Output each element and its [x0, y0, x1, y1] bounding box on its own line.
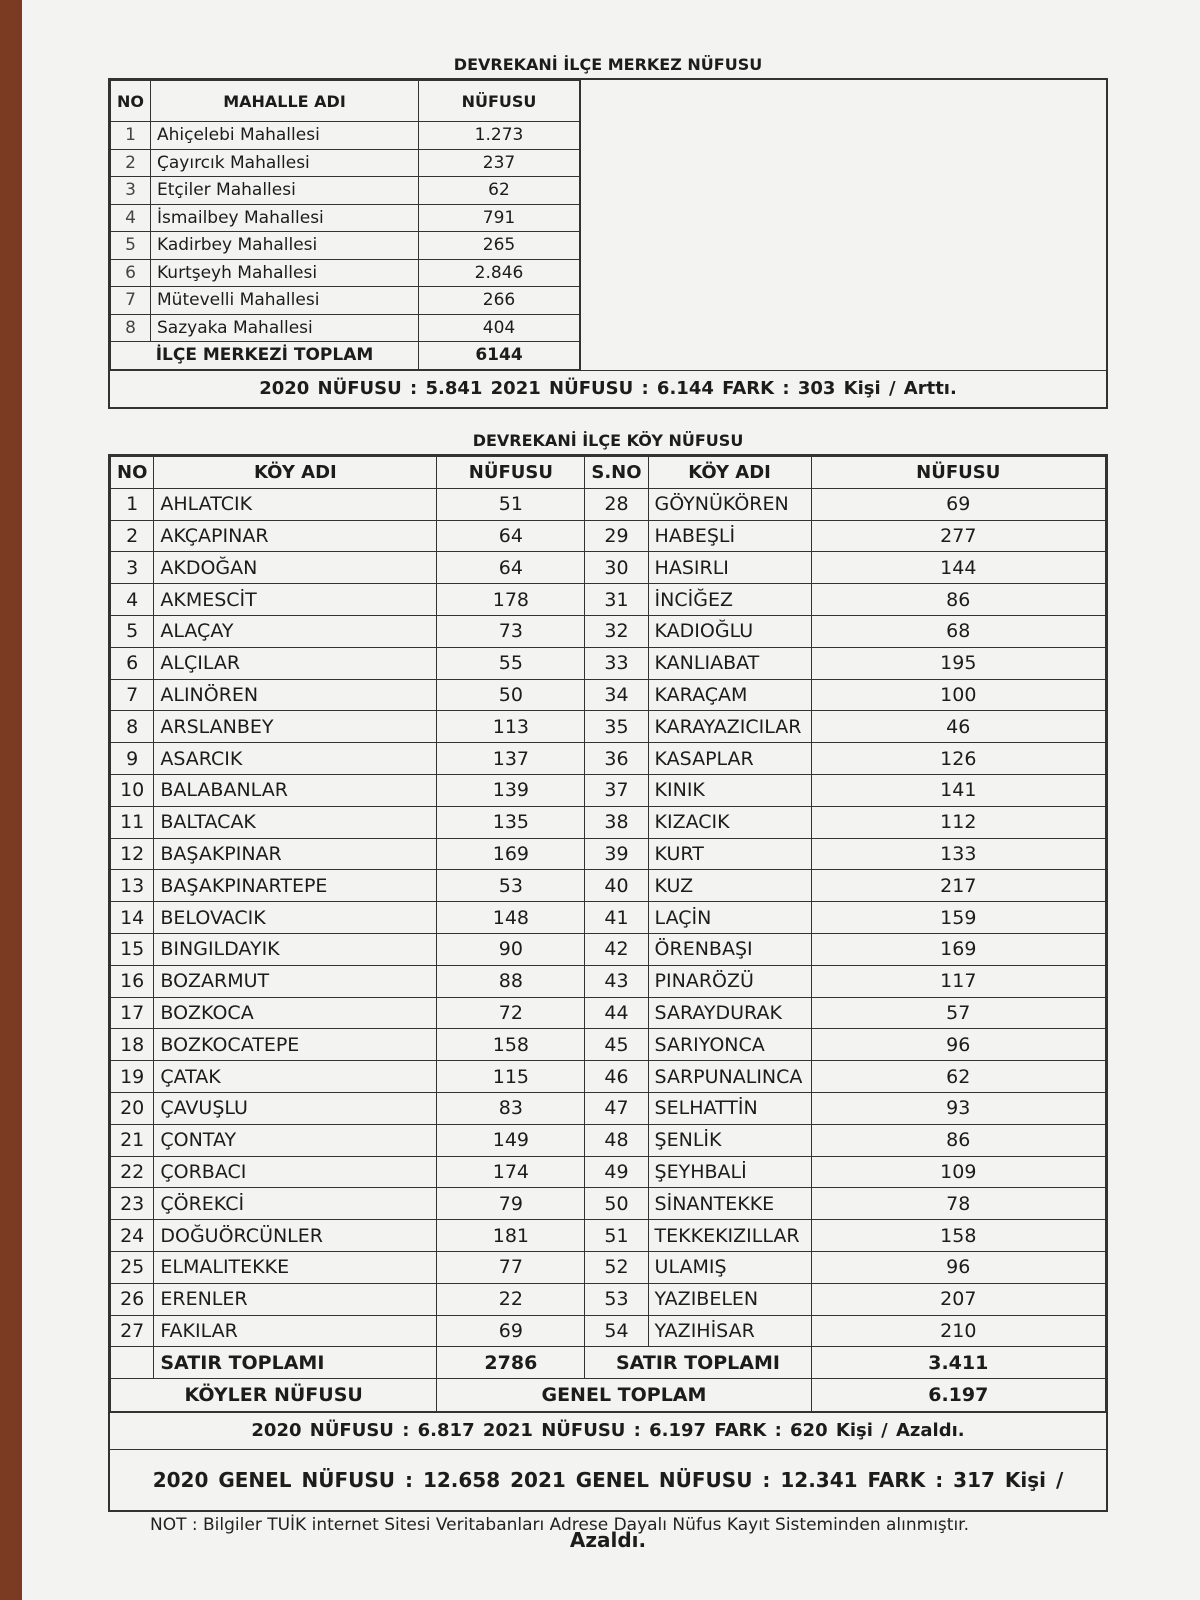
koy-cell-sno: 51: [585, 1220, 648, 1252]
koy-cell-name: BAŞAKPINARTEPE: [154, 870, 437, 902]
koy-cell-name2: KARAÇAM: [648, 679, 811, 711]
koy-header-pop2: NÜFUSU: [811, 457, 1105, 489]
koy-table: [110, 456, 1106, 1412]
koy-cell-sno: 47: [585, 1092, 648, 1124]
koy-cell-pop2: 78: [811, 1188, 1105, 1220]
koy-cell-sno: 50: [585, 1188, 648, 1220]
koy-row: [111, 997, 1106, 1029]
koy-cell-name: FAKILAR: [154, 1315, 437, 1347]
merkez-blank-area: [580, 80, 1106, 370]
koy-cell-pop: 51: [437, 488, 585, 520]
koy-cell-name: BINGILDAYIK: [154, 933, 437, 965]
koy-cell-name2: KADIOĞLU: [648, 615, 811, 647]
koy-cell-pop: 72: [437, 997, 585, 1029]
koy-satir-label-right: SATIR TOPLAMI: [585, 1347, 811, 1379]
koy-row: [111, 838, 1106, 870]
genel-summary: 2020 GENEL NÜFUSU : 12.658 2021 GENEL NÜFUSU : 12.341 FARK : 317 Kişi / Azaldı.: [110, 1449, 1106, 1510]
koy-cell-pop: 174: [437, 1156, 585, 1188]
koy-cell-name2: SARPUNALINCA: [648, 1061, 811, 1093]
koy-cell-no: 18: [111, 1029, 154, 1061]
koy-cell-pop: 113: [437, 711, 585, 743]
koy-row: [111, 711, 1106, 743]
merkez-row: [111, 177, 580, 205]
koy-cell-pop2: 217: [811, 870, 1105, 902]
koy-row: [111, 1156, 1106, 1188]
koy-cell-no: 9: [111, 743, 154, 775]
koy-cell-pop2: 96: [811, 1029, 1105, 1061]
merkez-cell-pop: 2.846: [419, 259, 580, 287]
koy-cell-pop2: 93: [811, 1092, 1105, 1124]
koy-cell-name2: KUZ: [648, 870, 811, 902]
koy-row: [111, 647, 1106, 679]
koy-header-name: KÖY ADI: [154, 457, 437, 489]
merkez-cell-pop: 266: [419, 287, 580, 315]
koy-cell-name: ERENLER: [154, 1283, 437, 1315]
merkez-cell-pop: 791: [419, 204, 580, 232]
koy-cell-pop: 79: [437, 1188, 585, 1220]
merkez-row: [111, 232, 580, 260]
koy-cell-sno: 36: [585, 743, 648, 775]
koy-summary: 2020 NÜFUSU : 6.817 2021 NÜFUSU : 6.197 FARK : 620 Kişi / Azaldı.: [110, 1412, 1106, 1449]
koy-cell-pop2: 277: [811, 520, 1105, 552]
koy-cell-pop: 139: [437, 774, 585, 806]
koy-cell-pop2: 57: [811, 997, 1105, 1029]
koy-cell-pop: 73: [437, 615, 585, 647]
koy-cell-pop2: 141: [811, 774, 1105, 806]
koy-cell-no: 6: [111, 647, 154, 679]
koy-cell-pop: 178: [437, 584, 585, 616]
koy-cell-no: 15: [111, 933, 154, 965]
koy-cell-name2: GÖYNÜKÖREN: [648, 488, 811, 520]
koy-cell-name: DOĞUÖRCÜNLER: [154, 1220, 437, 1252]
merkez-table: [110, 80, 580, 370]
koy-cell-sno: 37: [585, 774, 648, 806]
merkez-cell-no: 4: [111, 204, 151, 232]
koy-cell-no: 1: [111, 488, 154, 520]
koy-cell-pop2: 86: [811, 1124, 1105, 1156]
koy-cell-pop2: 96: [811, 1251, 1105, 1283]
koy-cell-no: 8: [111, 711, 154, 743]
koy-cell-no: 19: [111, 1061, 154, 1093]
koy-cell-sno: 35: [585, 711, 648, 743]
koy-cell-no: 22: [111, 1156, 154, 1188]
koy-row: [111, 1220, 1106, 1252]
merkez-cell-name: Ahiçelebi Mahallesi: [151, 122, 419, 150]
koy-cell-sno: 38: [585, 806, 648, 838]
koy-cell-name2: TEKKEKIZILLAR: [648, 1220, 811, 1252]
koy-row: [111, 1251, 1106, 1283]
koy-cell-name2: YAZIBELEN: [648, 1283, 811, 1315]
koy-row: [111, 902, 1106, 934]
merkez-cell-pop: 62: [419, 177, 580, 205]
koy-cell-sno: 33: [585, 647, 648, 679]
merkez-header-pop: NÜFUSU: [419, 81, 580, 122]
koy-cell-no: 7: [111, 679, 154, 711]
merkez-total-row: [111, 342, 580, 370]
footnote: NOT : Bilgiler TUİK internet Sitesi Veritabanları Adrese Dayalı Nüfus Kayıt Sisteminden alınmıştır.: [150, 1515, 970, 1535]
koy-cell-pop: 69: [437, 1315, 585, 1347]
koy-cell-pop2: 210: [811, 1315, 1105, 1347]
koy-cell-name: BELOVACIK: [154, 902, 437, 934]
koy-cell-pop2: 133: [811, 838, 1105, 870]
koy-genel-row: [111, 1379, 1106, 1412]
merkez-section: [108, 52, 1108, 409]
koy-cell-pop: 22: [437, 1283, 585, 1315]
koy-cell-no: 10: [111, 774, 154, 806]
koy-cell-sno: 40: [585, 870, 648, 902]
koy-cell-no: 14: [111, 902, 154, 934]
koy-cell-name: AHLATCIK: [154, 488, 437, 520]
koy-row: [111, 584, 1106, 616]
koy-cell-name2: KARAYAZICILAR: [648, 711, 811, 743]
merkez-row: [111, 149, 580, 177]
merkez-cell-no: 5: [111, 232, 151, 260]
koy-row: [111, 933, 1106, 965]
koy-cell-sno: 45: [585, 1029, 648, 1061]
merkez-frame: [108, 78, 1108, 409]
koy-row: [111, 774, 1106, 806]
koy-cell-name: ARSLANBEY: [154, 711, 437, 743]
koy-title: DEVREKANİ İLÇE KÖY NÜFUSU: [472, 431, 744, 450]
koy-cell-name2: SELHATTİN: [648, 1092, 811, 1124]
merkez-cell-name: Etçiler Mahallesi: [151, 177, 419, 205]
koy-cell-pop: 64: [437, 552, 585, 584]
koy-row: [111, 1283, 1106, 1315]
koy-cell-no: 5: [111, 615, 154, 647]
koy-cell-pop: 53: [437, 870, 585, 902]
koy-cell-sno: 54: [585, 1315, 648, 1347]
koy-cell-no: 24: [111, 1220, 154, 1252]
koy-row: [111, 1061, 1106, 1093]
koy-cell-name2: HASIRLI: [648, 552, 811, 584]
koy-cell-pop2: 109: [811, 1156, 1105, 1188]
koy-row: [111, 870, 1106, 902]
merkez-cell-pop: 1.273: [419, 122, 580, 150]
merkez-cell-no: 7: [111, 287, 151, 315]
koy-cell-name2: İNCİĞEZ: [648, 584, 811, 616]
koy-cell-name2: KINIK: [648, 774, 811, 806]
koy-cell-name: ASARCIK: [154, 743, 437, 775]
merkez-cell-name: Kurtşeyh Mahallesi: [151, 259, 419, 287]
koy-cell-pop2: 62: [811, 1061, 1105, 1093]
koy-satir-row: [111, 1347, 1106, 1379]
koy-cell-pop2: 46: [811, 711, 1105, 743]
koy-cell-pop: 83: [437, 1092, 585, 1124]
koy-header-sno: S.NO: [585, 457, 648, 489]
koy-row: [111, 1188, 1106, 1220]
koy-cell-name2: KANLIABAT: [648, 647, 811, 679]
koy-cell-pop: 137: [437, 743, 585, 775]
koy-cell-no: 3: [111, 552, 154, 584]
merkez-header-no: NO: [111, 81, 151, 122]
merkez-total-value: 6144: [419, 342, 580, 370]
merkez-cell-pop: 237: [419, 149, 580, 177]
koy-cell-sno: 44: [585, 997, 648, 1029]
koy-cell-pop: 64: [437, 520, 585, 552]
merkez-cell-name: Mütevelli Mahallesi: [151, 287, 419, 315]
koy-cell-name: BALTACAK: [154, 806, 437, 838]
koy-cell-no: 11: [111, 806, 154, 838]
koy-satir-value-right: 3.411: [811, 1347, 1105, 1379]
koy-cell-name: ÇORBACI: [154, 1156, 437, 1188]
koy-cell-name: ÇAVUŞLU: [154, 1092, 437, 1124]
koy-cell-pop2: 126: [811, 743, 1105, 775]
merkez-cell-no: 8: [111, 314, 151, 342]
koy-cell-sno: 32: [585, 615, 648, 647]
koy-cell-name2: SİNANTEKKE: [648, 1188, 811, 1220]
koy-cell-sno: 52: [585, 1251, 648, 1283]
koy-cell-pop: 77: [437, 1251, 585, 1283]
koy-cell-pop: 149: [437, 1124, 585, 1156]
koy-cell-no: 25: [111, 1251, 154, 1283]
koy-cell-sno: 31: [585, 584, 648, 616]
koy-row: [111, 1092, 1106, 1124]
koy-genel-value: 6.197: [811, 1379, 1105, 1412]
koy-row: [111, 1029, 1106, 1061]
koy-row: [111, 1124, 1106, 1156]
koy-cell-pop2: 159: [811, 902, 1105, 934]
koy-cell-pop: 181: [437, 1220, 585, 1252]
koy-cell-sno: 49: [585, 1156, 648, 1188]
merkez-row: [111, 287, 580, 315]
merkez-cell-no: 6: [111, 259, 151, 287]
koy-cell-name: ÇONTAY: [154, 1124, 437, 1156]
merkez-cell-no: 2: [111, 149, 151, 177]
koy-cell-no: 13: [111, 870, 154, 902]
koy-cell-name: ÇATAK: [154, 1061, 437, 1093]
koy-cell-pop2: 117: [811, 965, 1105, 997]
koy-cell-pop2: 100: [811, 679, 1105, 711]
koy-cell-name: BALABANLAR: [154, 774, 437, 806]
koy-cell-name: ÇÖREKCİ: [154, 1188, 437, 1220]
merkez-cell-pop: 265: [419, 232, 580, 260]
merkez-cell-name: Sazyaka Mahallesi: [151, 314, 419, 342]
koy-cell-pop: 50: [437, 679, 585, 711]
merkez-row: [111, 122, 580, 150]
koy-cell-sno: 29: [585, 520, 648, 552]
koy-cell-name2: KASAPLAR: [648, 743, 811, 775]
koy-cell-pop: 90: [437, 933, 585, 965]
koy-cell-pop2: 195: [811, 647, 1105, 679]
koy-cell-no: 21: [111, 1124, 154, 1156]
koy-cell-pop: 115: [437, 1061, 585, 1093]
koy-cell-pop: 88: [437, 965, 585, 997]
koy-koyler-label: KÖYLER NÜFUSU: [111, 1379, 437, 1412]
koy-header-pop: NÜFUSU: [437, 457, 585, 489]
koy-cell-name2: ÖRENBAŞI: [648, 933, 811, 965]
koy-cell-name2: ULAMIŞ: [648, 1251, 811, 1283]
koy-row: [111, 552, 1106, 584]
koy-cell-name2: SARIYONCA: [648, 1029, 811, 1061]
koy-header-no: NO: [111, 457, 154, 489]
koy-cell-name2: KIZACIK: [648, 806, 811, 838]
koy-cell-pop: 148: [437, 902, 585, 934]
koy-cell-name2: LAÇİN: [648, 902, 811, 934]
koy-row: [111, 488, 1106, 520]
koy-cell-pop2: 169: [811, 933, 1105, 965]
koy-cell-sno: 41: [585, 902, 648, 934]
koy-cell-no: 20: [111, 1092, 154, 1124]
koy-cell-name2: KURT: [648, 838, 811, 870]
koy-cell-no: 4: [111, 584, 154, 616]
koy-cell-sno: 48: [585, 1124, 648, 1156]
koy-row: [111, 965, 1106, 997]
koy-cell-sno: 34: [585, 679, 648, 711]
koy-cell-pop2: 112: [811, 806, 1105, 838]
koy-cell-pop: 158: [437, 1029, 585, 1061]
koy-cell-sno: 28: [585, 488, 648, 520]
koy-cell-name: AKDOĞAN: [154, 552, 437, 584]
koy-cell-pop: 55: [437, 647, 585, 679]
merkez-cell-no: 1: [111, 122, 151, 150]
koy-cell-no: 26: [111, 1283, 154, 1315]
koy-cell-no: 12: [111, 838, 154, 870]
koy-cell-no: 27: [111, 1315, 154, 1347]
koy-cell-name2: PINARÖZÜ: [648, 965, 811, 997]
koy-cell-name: ALAÇAY: [154, 615, 437, 647]
koy-satir-value-left: 2786: [437, 1347, 585, 1379]
koy-cell-sno: 46: [585, 1061, 648, 1093]
merkez-cell-no: 3: [111, 177, 151, 205]
koy-header-name2: KÖY ADI: [648, 457, 811, 489]
koy-cell-name: ELMALITEKKE: [154, 1251, 437, 1283]
koy-cell-name: BOZKOCA: [154, 997, 437, 1029]
merkez-row: [111, 204, 580, 232]
koy-cell-pop2: 144: [811, 552, 1105, 584]
koy-cell-pop2: 86: [811, 584, 1105, 616]
koy-cell-pop2: 158: [811, 1220, 1105, 1252]
koy-cell-sno: 42: [585, 933, 648, 965]
koy-cell-sno: 39: [585, 838, 648, 870]
koy-cell-name: BOZARMUT: [154, 965, 437, 997]
koy-genel-label: GENEL TOPLAM: [437, 1379, 811, 1412]
koy-cell-name: ALINÖREN: [154, 679, 437, 711]
merkez-total-label: İLÇE MERKEZİ TOPLAM: [111, 342, 419, 370]
koy-cell-name: AKMESCİT: [154, 584, 437, 616]
koy-cell-sno: 43: [585, 965, 648, 997]
koy-row: [111, 743, 1106, 775]
koy-cell-pop: 135: [437, 806, 585, 838]
koy-row: [111, 679, 1106, 711]
koy-satir-label-left: SATIR TOPLAMI: [154, 1347, 437, 1379]
koy-cell-pop2: 207: [811, 1283, 1105, 1315]
koy-cell-no: 16: [111, 965, 154, 997]
koy-cell-name: BOZKOCATEPE: [154, 1029, 437, 1061]
koy-row: [111, 806, 1106, 838]
koy-cell-sno: 53: [585, 1283, 648, 1315]
koy-cell-name2: ŞEYHBALİ: [648, 1156, 811, 1188]
koy-cell-name2: HABEŞLİ: [648, 520, 811, 552]
merkez-cell-name: Çayırcık Mahallesi: [151, 149, 419, 177]
koy-row: [111, 1315, 1106, 1347]
merkez-header-name: MAHALLE ADI: [151, 81, 419, 122]
merkez-row: [111, 259, 580, 287]
koy-row: [111, 520, 1106, 552]
merkez-cell-name: İsmailbey Mahallesi: [151, 204, 419, 232]
koy-cell-no: 23: [111, 1188, 154, 1220]
koy-cell-pop2: 68: [811, 615, 1105, 647]
koy-cell-name2: YAZIHİSAR: [648, 1315, 811, 1347]
koy-cell-name2: SARAYDURAK: [648, 997, 811, 1029]
koy-row: [111, 615, 1106, 647]
koy-cell-no: 2: [111, 520, 154, 552]
merkez-row: [111, 314, 580, 342]
koy-cell-name2: ŞENLİK: [648, 1124, 811, 1156]
merkez-cell-pop: 404: [419, 314, 580, 342]
merkez-cell-name: Kadirbey Mahallesi: [151, 232, 419, 260]
koy-cell-name: AKÇAPINAR: [154, 520, 437, 552]
koy-cell-pop2: 69: [811, 488, 1105, 520]
merkez-title: DEVREKANİ İLÇE MERKEZ NÜFUSU: [453, 55, 763, 74]
koy-cell-sno: 30: [585, 552, 648, 584]
koy-cell-pop: 169: [437, 838, 585, 870]
koy-cell-name: ALÇILAR: [154, 647, 437, 679]
merkez-summary: 2020 NÜFUSU : 5.841 2021 NÜFUSU : 6.144 FARK : 303 Kişi / Arttı.: [110, 370, 1106, 407]
koy-cell-name: BAŞAKPINAR: [154, 838, 437, 870]
koy-cell-no: 17: [111, 997, 154, 1029]
